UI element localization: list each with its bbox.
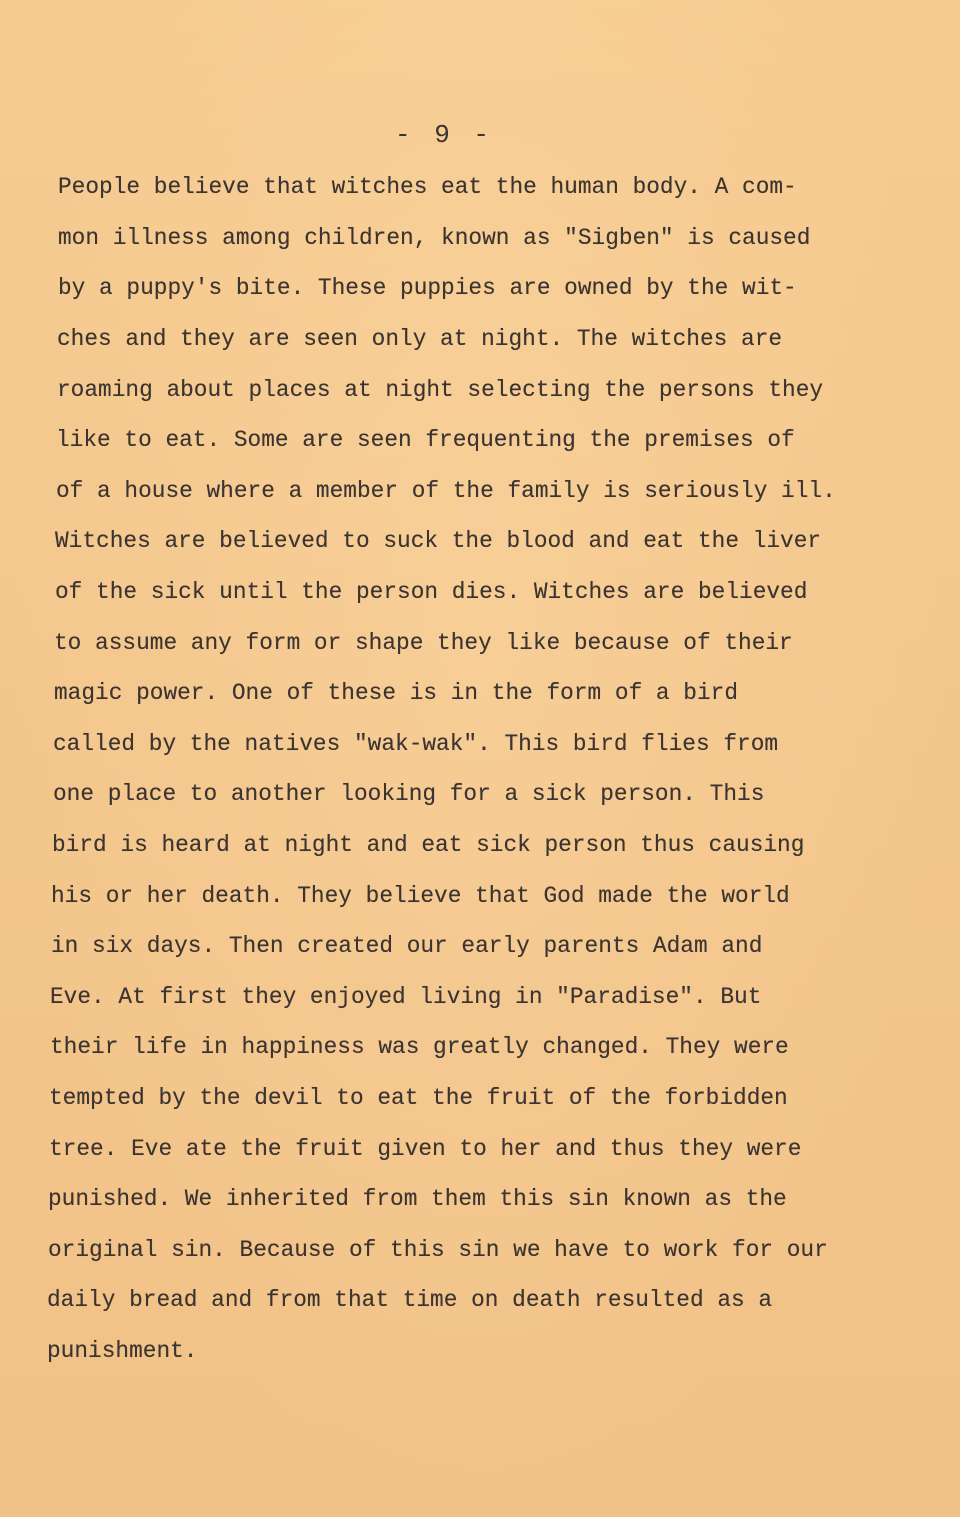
text-line: mon illness among children, known as "Sigben" is caused: [58, 225, 811, 251]
text-line: punishment.: [47, 1338, 198, 1364]
text-line: one place to another looking for a sick person. This: [53, 781, 765, 807]
text-line: People believe that witches eat the human body. A com-: [58, 174, 797, 200]
text-line: Eve. At first they enjoyed living in "Paradise". But: [50, 984, 762, 1010]
text-line: tree. Eve ate the fruit given to her and thus they were: [49, 1136, 802, 1162]
text-line: bird is heard at night and eat sick person thus causing: [52, 832, 805, 858]
text-line: his or her death. They believe that God made the world: [51, 883, 790, 909]
text-line: original sin. Because of this sin we have to work for our: [48, 1237, 828, 1263]
text-line: of the sick until the person dies. Witches are believed: [55, 579, 808, 605]
text-line: daily bread and from that time on death resulted as a: [47, 1287, 773, 1313]
text-line: tempted by the devil to eat the fruit of the forbidden: [49, 1085, 788, 1111]
text-line: in six days. Then created our early parents Adam and: [51, 933, 763, 959]
text-line: by a puppy's bite. These puppies are owned by the wit-: [58, 275, 797, 301]
text-line: punished. We inherited from them this sin known as the: [48, 1186, 787, 1212]
text-line: ches and they are seen only at night. The witches are: [57, 326, 783, 352]
text-line: called by the natives "wak-wak". This bird flies from: [53, 731, 779, 757]
text-line: to assume any form or shape they like because of their: [54, 630, 793, 656]
page-number: - 9 -: [394, 120, 493, 150]
text-line: like to eat. Some are seen frequenting the premises of: [56, 427, 795, 453]
text-line: magic power. One of these is in the form of a bird: [54, 680, 739, 706]
text-line: roaming about places at night selecting the persons they: [57, 377, 824, 403]
text-line: Witches are believed to suck the blood and eat the liver: [55, 528, 822, 554]
text-line: their life in happiness was greatly changed. They were: [50, 1034, 789, 1060]
text-line: of a house where a member of the family is seriously ill.: [56, 478, 836, 504]
